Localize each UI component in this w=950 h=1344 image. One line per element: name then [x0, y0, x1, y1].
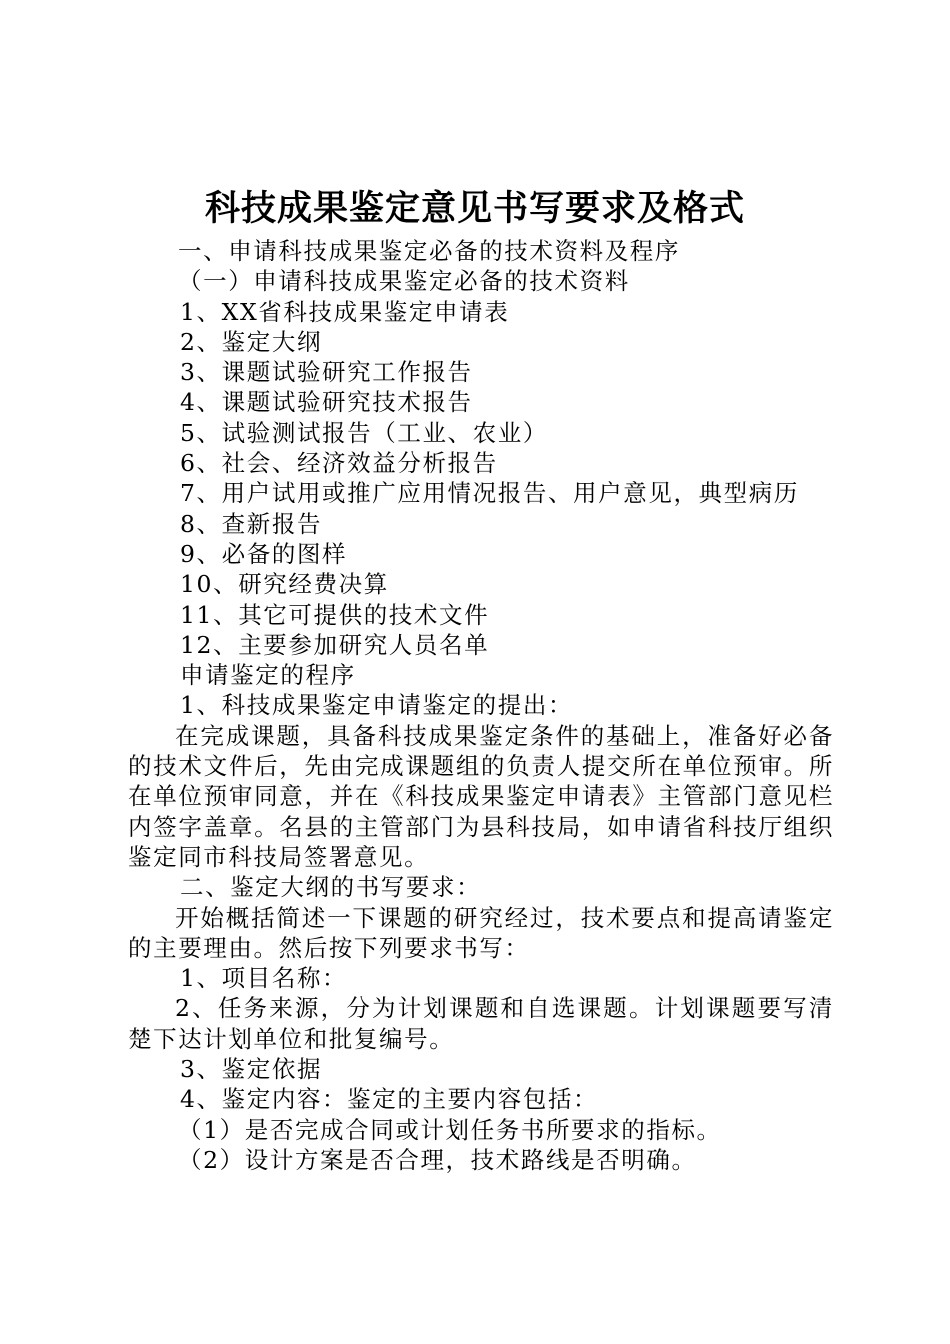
- document-body: [128, 236, 834, 1175]
- list-item: 9、必备的图样: [180, 539, 348, 568]
- list-item: 3、鉴定依据: [180, 1055, 323, 1084]
- list-item: 5、试验测试报告（工业、农业）: [180, 418, 548, 447]
- list-item: 7、用户试用或推广应用情况报告、用户意见，典型病历: [180, 479, 799, 508]
- list-item: 2、鉴定大纲: [180, 327, 323, 356]
- list-item: 1、科技成果鉴定申请鉴定的提出：: [180, 691, 574, 720]
- list-item: 6、社会、经济效益分析报告: [180, 449, 498, 478]
- list-item: 10、研究经费决算: [180, 570, 389, 599]
- document-title: 科技成果鉴定意见书写要求及格式: [204, 188, 745, 229]
- list-item: 11、其它可提供的技术文件: [180, 600, 490, 629]
- list-item: 4、课题试验研究技术报告: [180, 388, 473, 417]
- list-item: 1、XX省科技成果鉴定申请表: [180, 297, 510, 326]
- paragraph: 2、任务来源，分为计划课题和自选课题。计划课题要写清楚下达计划单位和批复编号。: [128, 994, 834, 1053]
- list-item: 4、鉴定内容：鉴定的主要内容包括：: [180, 1085, 599, 1114]
- list-item: （1）是否完成合同或计划任务书所要求的指标。: [178, 1115, 722, 1144]
- list-item: 3、课题试验研究工作报告: [180, 358, 473, 387]
- list-item: 1、项目名称：: [180, 964, 348, 993]
- section-heading: 一、申请科技成果鉴定必备的技术资料及程序: [178, 237, 680, 265]
- paragraph: 在完成课题，具备科技成果鉴定条件的基础上，准备好必备的技术文件后，先由完成课题组的负责人提交所在单位预审。所在单位预审同意，并在《科技成果鉴定申请表》主管部门意见栏内签字盖章。名县的主管部门为县科技局，如申请省科技厅组织鉴定同市科技局签署意见。: [128, 721, 834, 871]
- procedure-heading: 申请鉴定的程序: [180, 661, 356, 690]
- list-item: 8、查新报告: [180, 509, 323, 538]
- paragraph: 开始概括简述一下课题的研究经过，技术要点和提高请鉴定的主要理由。然后按下列要求书写：: [128, 903, 834, 962]
- section-heading: 二、鉴定大纲的书写要求：: [180, 873, 482, 902]
- list-item: （2）设计方案是否合理，技术路线是否明确。: [178, 1145, 697, 1174]
- subsection-heading: （一）申请科技成果鉴定必备的技术资料: [178, 267, 630, 296]
- list-item: 12、主要参加研究人员名单: [180, 630, 490, 659]
